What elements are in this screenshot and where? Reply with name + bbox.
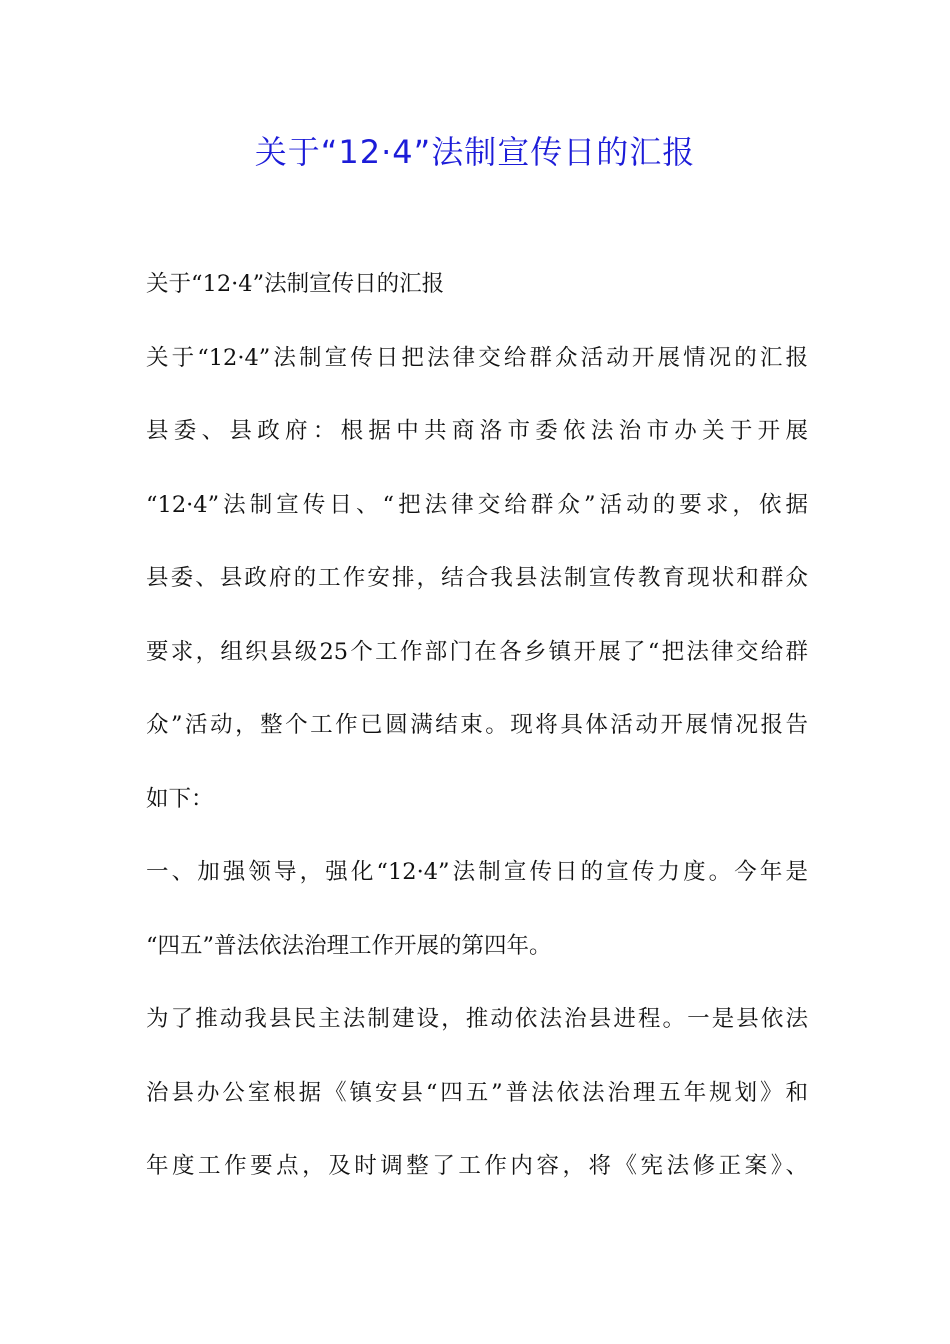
body-line: 县委、县政府：根据中共商洛市委依法治市办关于开展 bbox=[146, 418, 808, 444]
body-line: 如下： bbox=[146, 785, 214, 812]
body-line: 关于“12·4”法制宣传日的汇报 bbox=[146, 271, 445, 297]
document-body bbox=[146, 248, 808, 1204]
body-line: 一、加强领导，强化“12·4”法制宣传日的宣传力度。今年是 bbox=[146, 859, 808, 885]
body-line: 治县办公室根据《镇安县“四五”普法依法治理五年规划》和 bbox=[146, 1079, 808, 1106]
body-line: 县委、县政府的工作安排，结合我县法制宣传教育现状和群众 bbox=[146, 565, 808, 591]
body-line: 要求，组织县级25个工作部门在各乡镇开展了“把法律交给群 bbox=[146, 638, 808, 665]
body-line: 关于“12·4”法制宣传日把法律交给群众活动开展情况的汇报 bbox=[146, 344, 808, 371]
body-line: 众”活动，整个工作已圆满结束。现将具体活动开展情况报告 bbox=[146, 712, 808, 738]
body-line: “12·4”法制宣传日、“把法律交给群众”活动的要求，依据 bbox=[146, 491, 808, 518]
body-line: 为了推动我县民主法制建设，推动依法治县进程。一是县依法 bbox=[146, 1006, 808, 1032]
body-line: “四五”普法依法治理工作开展的第四年。 bbox=[146, 932, 552, 959]
body-line: 年度工作要点，及时调整了工作内容，将《宪法修正案》、 bbox=[146, 1153, 808, 1179]
document-title: 关于“12·4”法制宣传日的汇报 bbox=[254, 133, 696, 171]
